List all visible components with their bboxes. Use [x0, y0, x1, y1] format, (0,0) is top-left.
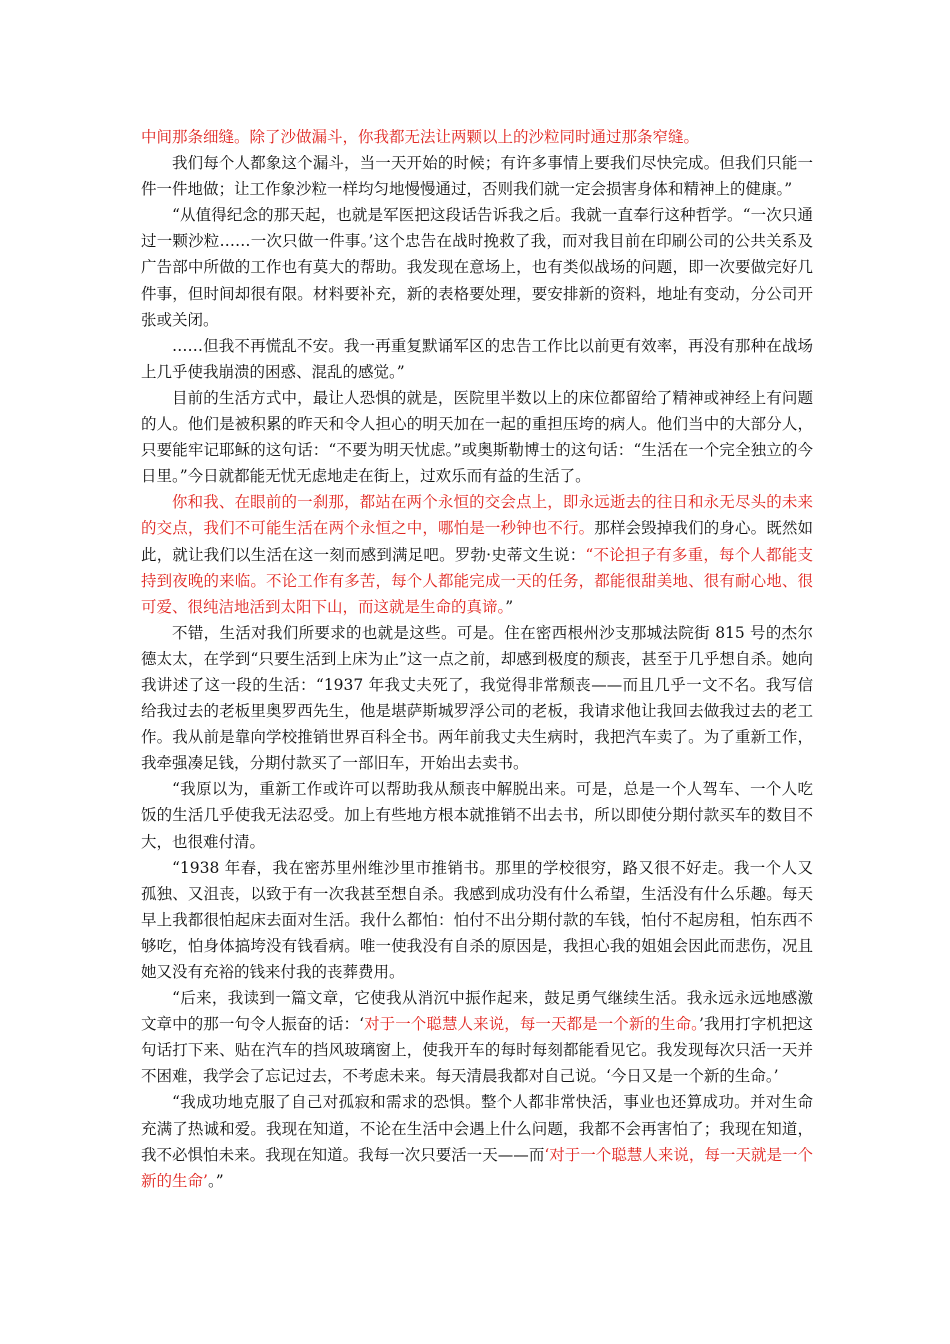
document-page: [141, 124, 813, 1194]
paragraph: [141, 385, 813, 489]
highlighted-text: 对于一个聪慧人来说，每一天都是一个新的生命。: [364, 1015, 700, 1034]
paragraph: [141, 489, 813, 619]
paragraph: [141, 202, 813, 332]
paragraph: [141, 985, 813, 1089]
highlighted-text: 你和我、在眼前的一刹那，都站在两个永恒的交会点上，即永远逝去的往日和永无尽头的未来的交点，我们不可能生活在两个永恒之中，哪怕是一秒钟也不行。: [141, 493, 813, 538]
paragraph: [141, 333, 813, 385]
paragraph: [141, 620, 813, 777]
body-text: ”: [505, 597, 514, 616]
body-text: 我们每个人都象这个漏斗，当一天开始的时候；有许多事情上要我们尽快完成。但我们只能一件一件地做；让工作象沙粒一样均匀地慢慢通过，否则我们就一定会损害身体和精神上的健康。”: [141, 154, 813, 199]
body-text: 。”: [207, 1171, 224, 1190]
body-text: “后来，我读到一篇文章，它使我从消沉中振作起来，鼓足勇气继续生活。我永远永远地感激文章中的那一句令人振奋的话：‘: [141, 989, 813, 1034]
paragraph: [141, 855, 813, 985]
body-text: 目前的生活方式中，最让人恐惧的就是，医院里半数以上的床位都留给了精神或神经上有问题的人。他们是被积累的昨天和令人担心的明天加在一起的重担压垮的病人。他们当中的大部分人，只要能牢记耶稣的这句话：“不要为明天忧虑。”或奥斯勒博士的这句话：“生活在一个完全独立的今日里。”今日就都能无忧无虑地走在街上，过欢乐而有益的生活了。: [141, 388, 813, 486]
body-text: ……但我不再慌乱不安。我一再重复默诵军区的忠告工作比以前更有效率，再没有那种在战场上几乎使我崩溃的困惑、混乱的感觉。”: [141, 336, 813, 381]
body-text: “我原以为，重新工作或许可以帮助我从颓丧中解脱出来。可是，总是一个人驾车、一个人吃饭的生活几乎使我无法忍受。加上有些地方根本就推销不出去书，所以即使分期付款买车的数目不大，也很难付清。: [141, 780, 813, 851]
body-text: ’我用打字机把这句话打下来、贴在汽车的挡风玻璃窗上，使我开车的每时每刻都能看见它。我发现每次只活一天并不困难，我学会了忘记过去，不考虑未来。每天清晨我都对自己说。‘今日又是一个新的生命。’: [141, 1015, 813, 1086]
body-text: 那样会毁掉我们的身心。既然如此，就让我们以生活在这一刻而感到满足吧。罗勃·史蒂文生说：: [141, 519, 813, 564]
paragraph: [141, 1089, 813, 1193]
paragraph: [141, 124, 813, 150]
paragraph: [141, 776, 813, 854]
body-text: “我成功地克服了自己对孤寂和需求的恐惧。整个人都非常快活，事业也还算成功。并对生命充满了热诚和爱。我现在知道，不论在生活中会遇上什么问题，我都不会再害怕了；我现在知道，我不必惧怕未来。我现在知道。我每一次只要活一天——而: [141, 1093, 813, 1164]
body-text: “1938 年春，我在密苏里州维沙里市推销书。那里的学校很穷，路又很不好走。我一个人又孤独、又沮丧，以致于有一次我甚至想自杀。我感到成功没有什么希望，生活没有什么乐趣。每天早上我都很怕起床去面对生活。我什么都怕：怕付不出分期付款的车钱，怕付不起房租，怕东西不够吃，怕身体搞垮没有钱看病。唯一使我没有自杀的原因是，我担心我的姐姐会因此而悲伤，况且她又没有充裕的钱来付我的丧葬费用。: [141, 858, 813, 981]
highlighted-text: 中间那条细缝。除了沙做漏斗，你我都无法让两颗以上的沙粒同时通过那条窄缝。: [141, 128, 700, 146]
highlighted-text: ‘对于一个聪慧人来说，每一天就是一个新的生命’: [141, 1145, 813, 1190]
paragraph: [141, 150, 813, 202]
highlighted-text: “不论担子有多重，每个人都能支持到夜晚的来临。不论工作有多苦，每个人都能完成一天的任务，都能很甜美地、很有耐心地、很可爱、很纯洁地活到太阳下山，而这就是生命的真谛。: [141, 545, 813, 616]
body-text: “从值得纪念的那天起，也就是军医把这段话告诉我之后。我就一直奉行这种哲学。“一次只通过一颗沙粒……一次只做一件事。’这个忠告在战时挽救了我，而对我目前在印刷公司的公共关系及广告部中所做的工作也有莫大的帮助。我发现在意场上，也有类似战场的问题，即一次要做完好几件事，但时间却很有限。材料要补充，新的表格要处理，要安排新的资料，地址有变动，分公司开张或关闭。: [141, 206, 813, 329]
body-text: 不错，生活对我们所要求的也就是这些。可是。住在密西根州沙支那城法院街 815 号的杰尔德太太，在学到“只要生活到上床为止”这一点之前，却感到极度的颓丧，甚至于几乎想自杀。她向我讲述了这一段的生活：“1937 年我丈夫死了，我觉得非常颓丧——而且几乎一文不名。我写信给我过去的老板里奥罗西先生，他是堪萨斯城罗浮公司的老板，我请求他让我回去做我过去的老工作。我从前是靠向学校推销世界百科全书。两年前我丈夫生病时，我把汽车卖了。为了重新工作，我牵强凑足钱，分期付款买了一部旧车，开始出去卖书。: [141, 623, 813, 773]
